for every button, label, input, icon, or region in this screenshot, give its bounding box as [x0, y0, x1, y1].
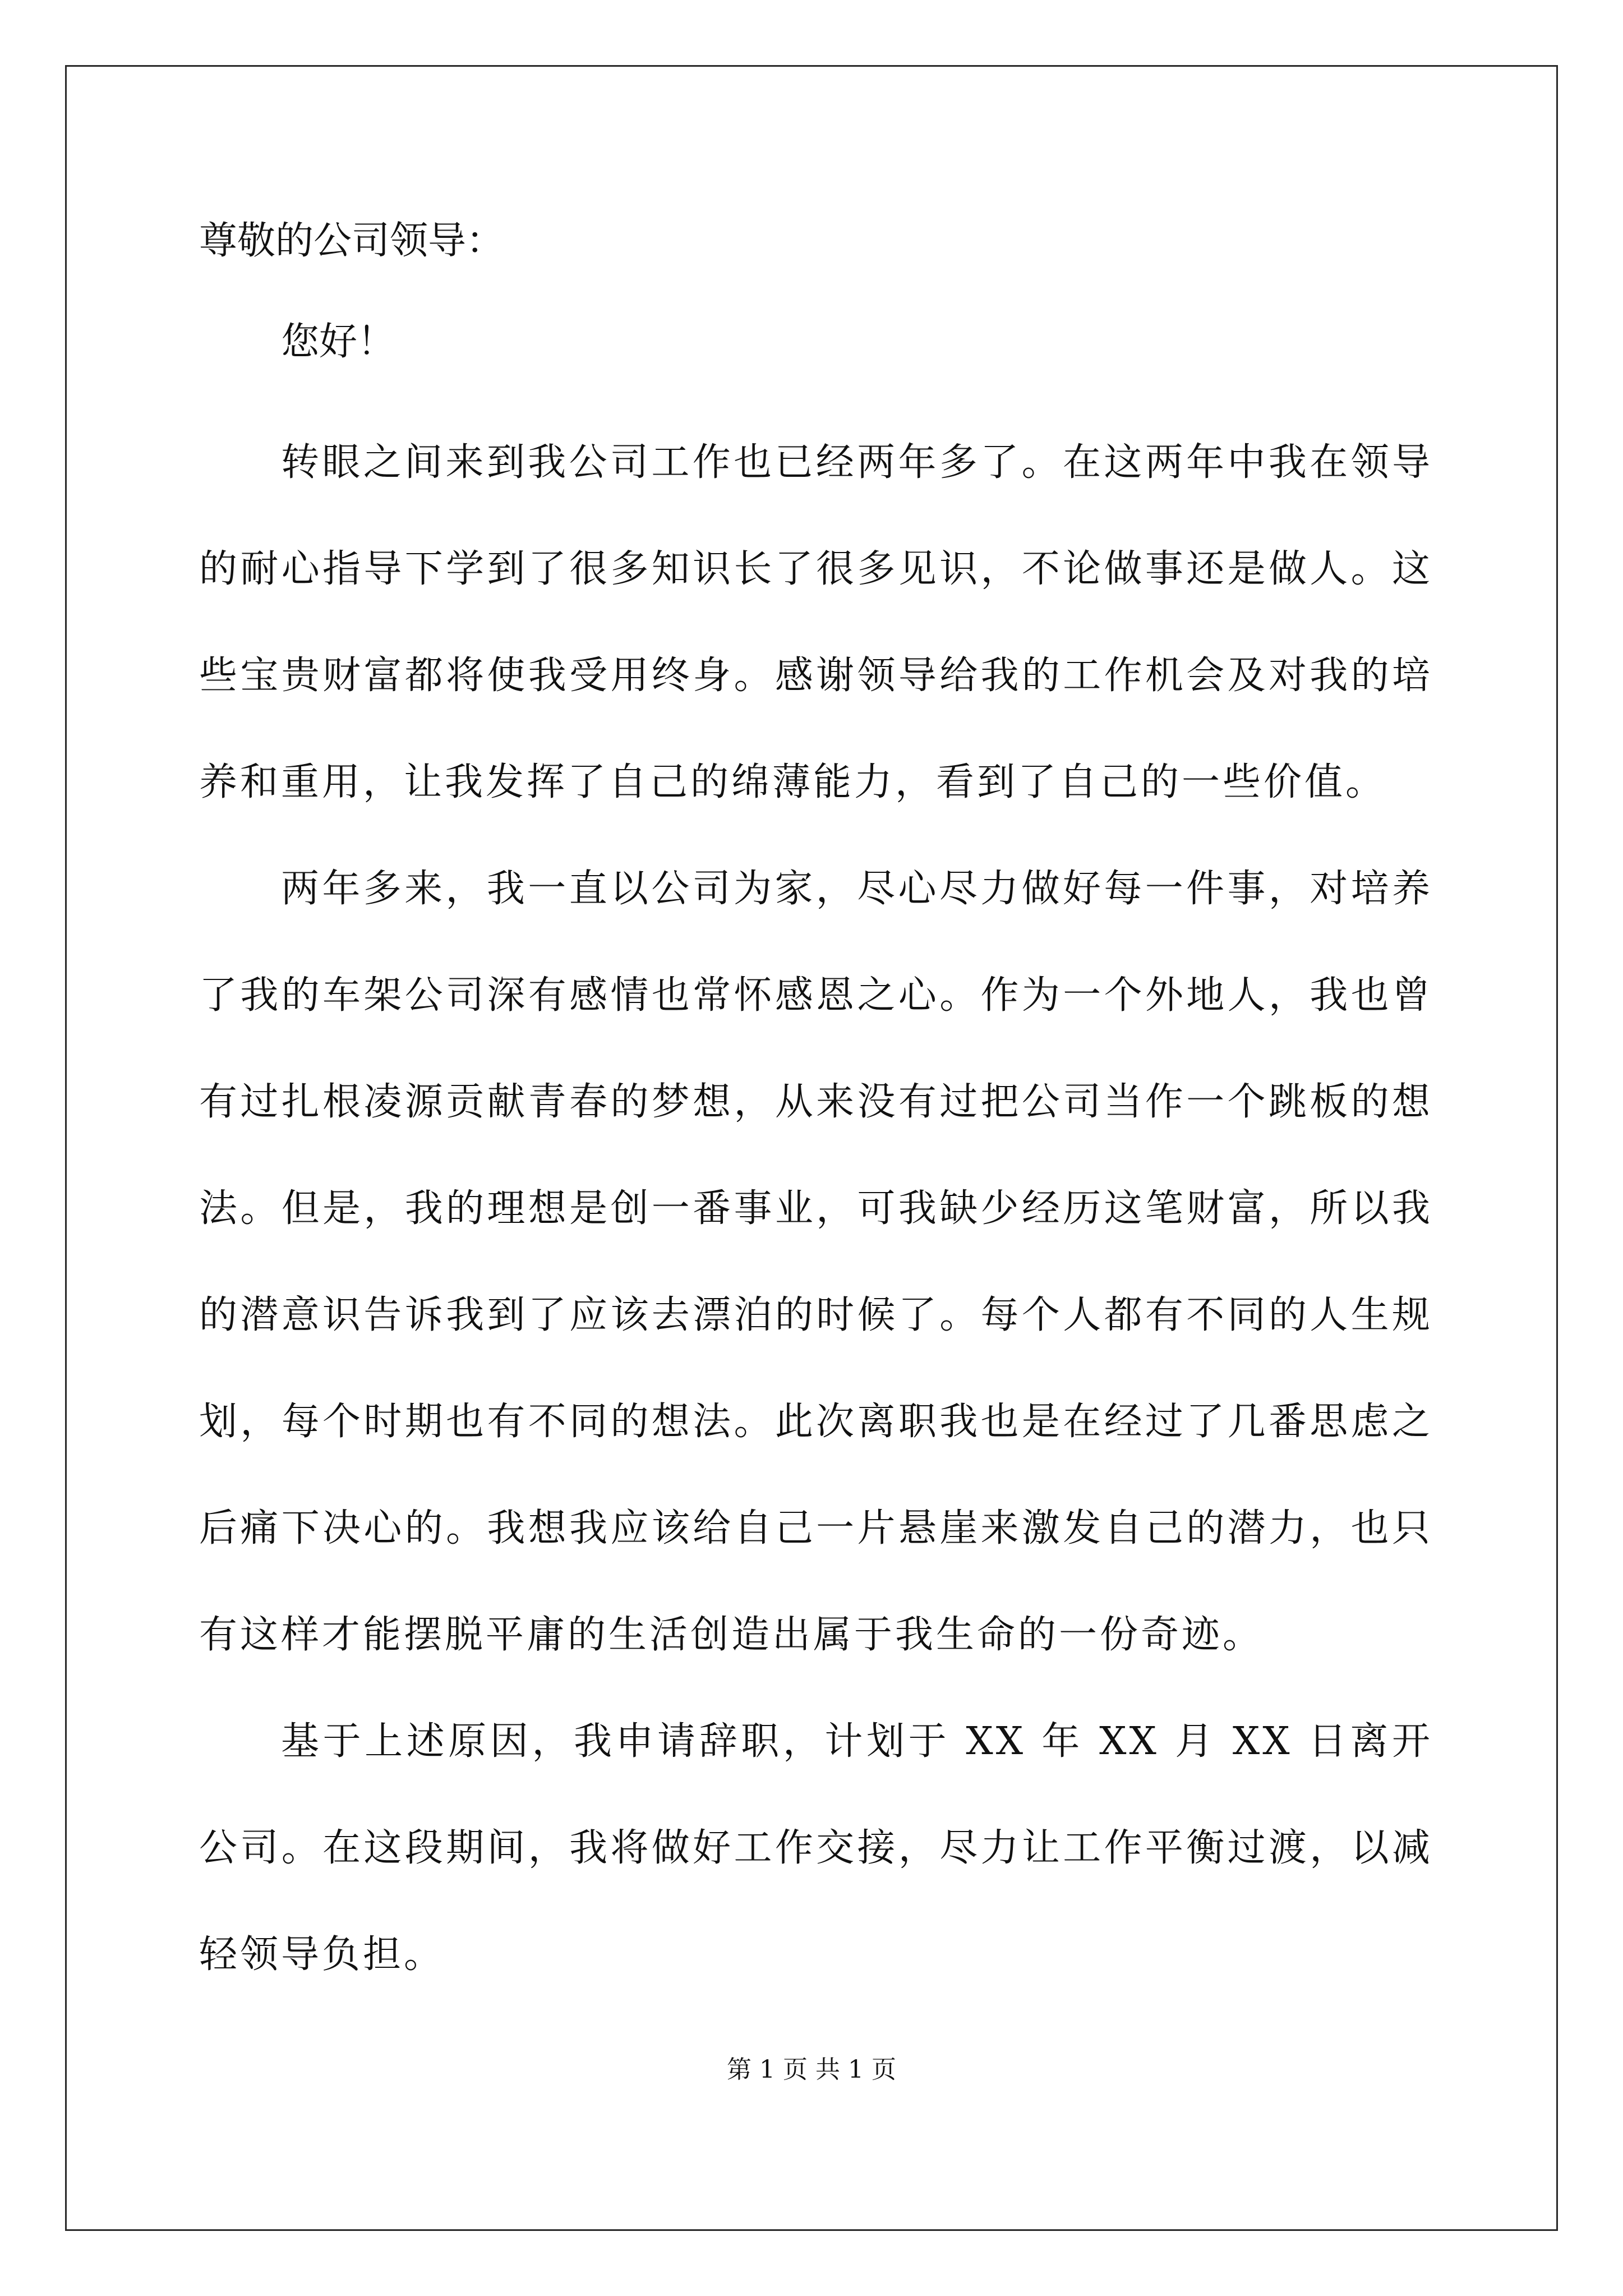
paragraph: 转眼之间来到我公司工作也已经两年多了。在这两年中我在领导的耐心指导下学到了很多知识长了很多见识，不论做事还是做人。这些宝贵财富都将使我受用终身。感谢领导给我的工作机会及对我的培养和重用，让我发挥了自己的绵薄能力，看到了自己的一些价值。: [199, 440, 1433, 804]
salutation: 尊敬的公司领导：: [199, 219, 505, 263]
page-footer: 第 1 页 共 1 页: [727, 2055, 896, 2084]
greeting: 您好！: [281, 320, 396, 364]
paragraph: 基于上述原因，我申请辞职，计划于 XX 年 XX 月 XX 日离开公司。在这段期间，我将做好工作交接，尽力让工作平衡过渡，以减轻领导负担。: [199, 1719, 1433, 1977]
letter-body: [199, 213, 1433, 2008]
paragraph: 两年多来，我一直以公司为家，尽心尽力做好每一件事，对培养了我的车架公司深有感情也常怀感恩之心。作为一个外地人，我也曾有过扎根凌源贡献青春的梦想，从来没有过把公司当作一个跳板的想法。但是，我的理想是创一番事业，可我缺少经历这笔财富，所以我的潜意识告诉我到了应该去漂泊的时候了。每个人都有不同的人生规划，每个时期也有不同的想法。此次离职我也是在经过了几番思虑之后痛下决心的。我想我应该给自己一片悬崖来激发自己的潜力，也只有这样才能摆脱平庸的生活创造出属于我生命的一份奇迹。: [199, 867, 1433, 1657]
